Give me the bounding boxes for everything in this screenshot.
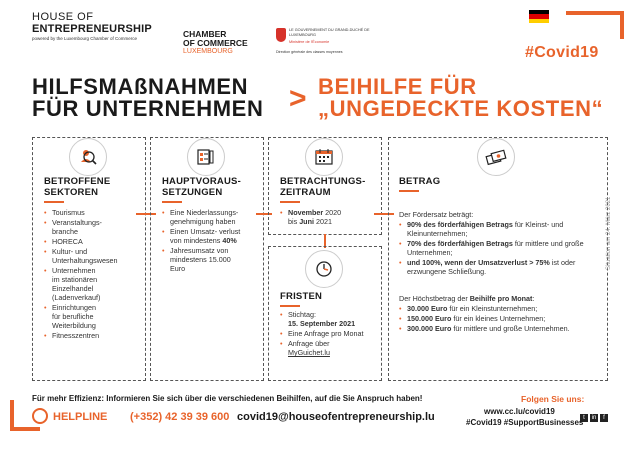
logo-line: CHAMBER <box>183 29 227 39</box>
helpline-phone[interactable]: (+352) 42 39 39 600 <box>130 411 230 423</box>
list-item: • Tourismus <box>44 208 144 217</box>
logo-tagline: powered by the Luxembourg Chamber of Commerce <box>32 36 138 42</box>
decor-corner <box>566 11 624 15</box>
list-item: • Einen Umsatz- verlust von mindestens 40% <box>162 227 242 245</box>
covid-hashtag: #Covid19 <box>525 44 599 61</box>
list-item: • 70% des förderfähigen Betrags für mittlere und große Unternehmen; <box>399 239 604 257</box>
linkedin-icon[interactable]: in <box>591 415 597 421</box>
logo-line: LE GOUVERNEMENT DU GRAND-DUCHÉ DE LUXEMBOURG <box>289 28 370 37</box>
house-of-entrepreneurship-logo <box>32 12 162 42</box>
decor-corner <box>620 11 624 39</box>
list-item: • 90% des förderfähigen Betrags für Kleinst- und Kleinunternehmen; <box>399 220 604 238</box>
list-item: • Eine Niederlassungs- genehmigung haben <box>162 208 242 226</box>
box-title-line: BETRACHTUNGS- <box>280 176 366 187</box>
box-title-line: ZEITRAUM <box>280 187 331 198</box>
page-title <box>32 76 263 120</box>
list-item: • Stichtag: 15. September 2021 <box>280 310 375 328</box>
title-line: HILFSMAßNAHMEN <box>32 74 249 99</box>
lion-icon <box>276 28 286 42</box>
efficiency-note: Für mehr Effizienz: Informieren Sie sich über die verschiedenen Beihilfen, auf die Sie Anspruch haben! <box>32 394 423 403</box>
arrow-icon: > <box>289 82 307 115</box>
list-item: • und 100%, wenn der Umsatzverlust > 75% ist oder erzwungene Schließung. <box>399 258 604 276</box>
title-line: BEIHILFE FÜR <box>318 74 477 99</box>
list-item: • November 2020 bis Juni 2021 <box>280 208 375 226</box>
list-item: • 150.000 Euro für ein kleines Unternehmen; <box>399 314 604 323</box>
cc-covid-link[interactable]: www.cc.lu/covid19 <box>484 407 555 416</box>
contact-email[interactable]: covid19@houseofentrepreneurship.lu <box>237 411 435 423</box>
max-heading: Der Höchstbetrag der Beihilfe pro Monat: <box>399 294 535 303</box>
clock-icon <box>305 250 343 288</box>
list-item: • Unternehmen im stationären Einzelhandel (Ladenverkauf) <box>44 266 144 302</box>
follow-us-label: Folgen Sie uns: <box>521 394 585 404</box>
list-item: • Veranstaltungs- branche <box>44 218 144 236</box>
box-title-line: BETROFFENE <box>44 176 111 187</box>
requirements-title <box>162 176 241 203</box>
box-title-line: HAUPTVORAUS- <box>162 176 241 187</box>
money-icon <box>477 138 515 176</box>
list-item: • Fitnesszentren <box>44 331 144 340</box>
requirements-list <box>162 208 242 274</box>
logo-line: OF COMMERCE <box>183 37 248 48</box>
box-title-line: SETZUNGEN <box>162 187 223 198</box>
title-line: FÜR UNTERNEHMEN <box>32 96 264 121</box>
calendar-icon <box>305 138 343 176</box>
logo-line: LUXEMBOURG <box>183 48 233 55</box>
list-item: • Anfrage über MyGuichet.lu <box>280 339 375 357</box>
box-title-line: BETRAG <box>399 176 441 187</box>
list-item: • Eine Anfrage pro Monat <box>280 329 375 338</box>
document-checklist-icon <box>187 138 225 176</box>
logo-line: Ministère de l'Économie <box>289 40 330 44</box>
rate-heading: Der Fördersatz beträgt: <box>399 210 474 219</box>
sectors-title <box>44 176 110 203</box>
situation-date-note: Situation am 24. März 2021 <box>606 196 612 270</box>
max-list <box>399 304 604 334</box>
helpline-label: HELPLINE <box>53 411 108 423</box>
twitter-icon[interactable]: t <box>580 414 588 422</box>
rate-list <box>399 220 604 277</box>
page-subtitle <box>318 76 603 120</box>
deadlines-title <box>280 291 322 307</box>
amount-title <box>399 176 440 192</box>
chamber-of-commerce-logo <box>183 30 253 55</box>
list-item: • 300.000 Euro für mittlere und große Unternehmen. <box>399 324 604 333</box>
title-line: „UNGEDECKTE KOSTEN“ <box>318 96 604 121</box>
list-item: • Jahresumsatz von mindestens 15.000 Euro <box>162 246 242 273</box>
footer-hashtags: #Covid19 #SupportBusinesses <box>466 418 584 427</box>
list-item: • Kultur- und Unterhaltungswesen <box>44 247 144 265</box>
logo-line: ENTREPRENEURSHIP <box>32 22 152 35</box>
german-flag-icon[interactable] <box>529 10 549 23</box>
headset-icon <box>32 408 48 424</box>
myguichet-link[interactable]: MyGuichet.lu <box>288 348 330 357</box>
period-list <box>280 208 375 227</box>
box-title-line: SEKTOREN <box>44 187 99 198</box>
decor-corner <box>10 400 14 430</box>
box-title-line: FRISTEN <box>280 291 323 302</box>
deadlines-list <box>280 310 375 358</box>
facebook-icon[interactable]: f <box>600 414 608 422</box>
search-person-icon <box>69 138 107 176</box>
sectors-list <box>44 208 144 341</box>
list-item: • Einrichtungen für berufliche Weiterbildung <box>44 303 144 330</box>
period-title <box>280 176 365 203</box>
decor-corner <box>10 427 40 431</box>
logo-line: HOUSE OF <box>32 11 94 23</box>
logo-line: Direction générale des classes moyennes <box>276 50 343 54</box>
list-item: • HORECA <box>44 237 144 246</box>
list-item: • 30.000 Euro für ein Kleinstunternehmen; <box>399 304 604 313</box>
